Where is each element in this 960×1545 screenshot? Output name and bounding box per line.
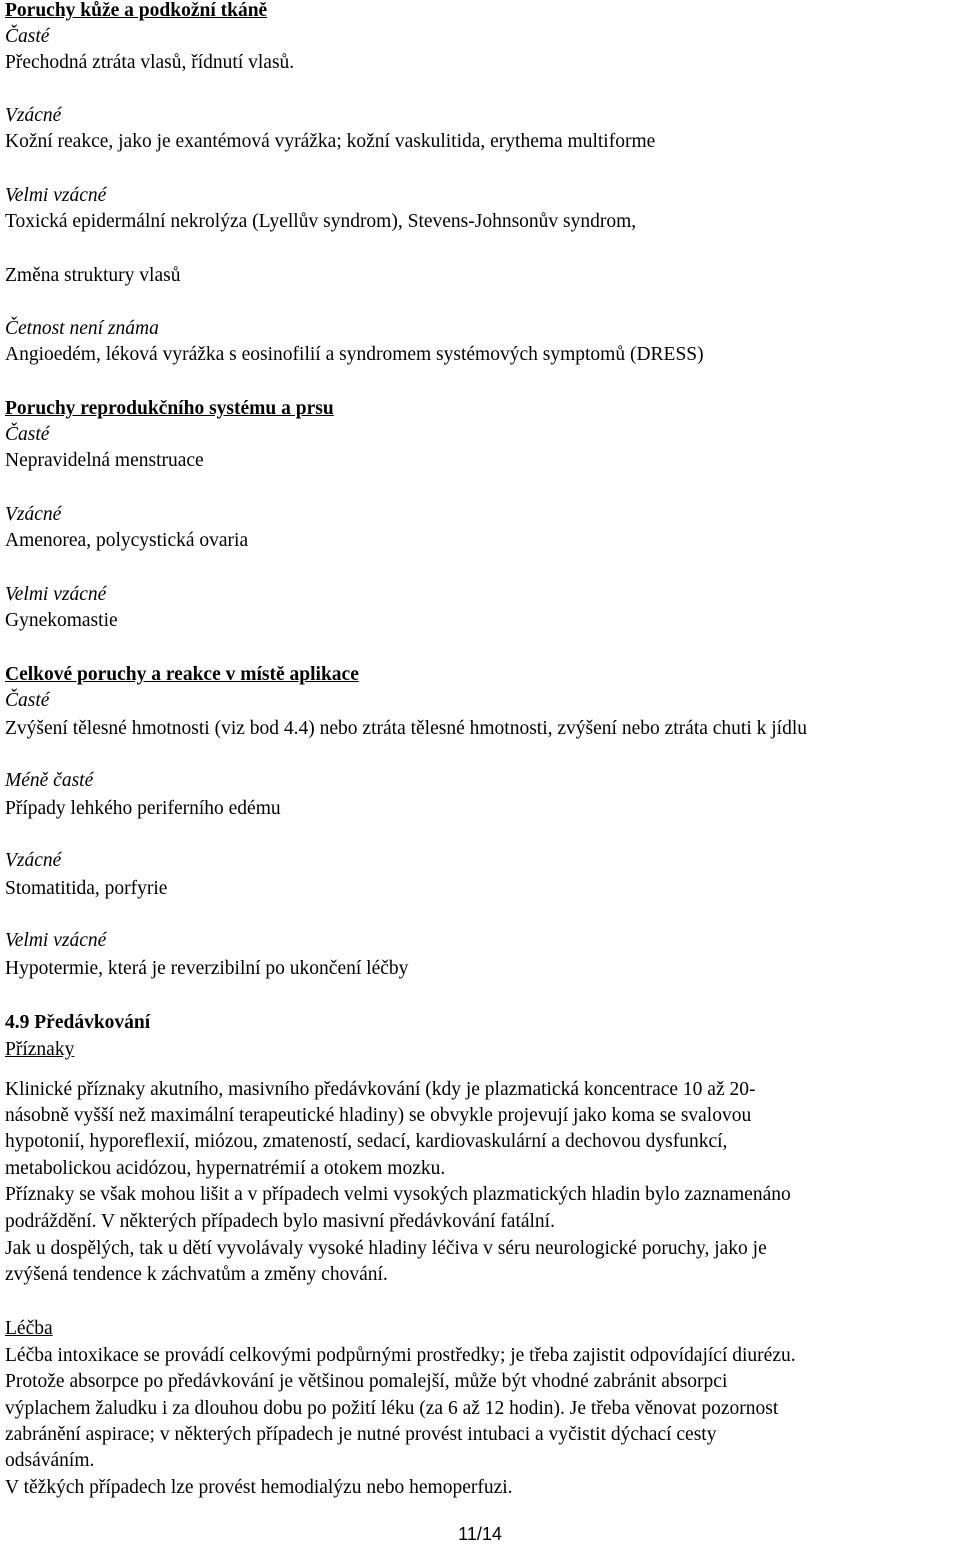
frequency-label-common: Časté xyxy=(5,690,50,711)
frequency-label-common: Časté xyxy=(5,424,50,445)
frequency-label-unknown: Četnost není známa xyxy=(5,318,159,339)
frequency-label-very-rare: Velmi vzácné xyxy=(5,930,107,951)
subheading-treatment: Léčba xyxy=(5,1318,53,1339)
paragraph-line: Příznaky se však mohou lišit a v případech velmi vysokých plazmatických hladin bylo zaznamenáno xyxy=(5,1184,791,1205)
repro-rare-text: Amenorea, polycystická ovaria xyxy=(5,530,249,551)
paragraph-line: Jak u dospělých, tak u dětí vyvolávaly vysoké hladiny léčiva v séru neurologické poruchy, jako je xyxy=(5,1238,767,1259)
paragraph-line: Léčba intoxikace se provádí celkovými podpůrnými prostředky; je třeba zajistit odpovídající diurézu. xyxy=(5,1345,796,1366)
repro-common-text: Nepravidelná menstruace xyxy=(5,450,204,471)
paragraph-line: zabránění aspirace; v některých případech je nutné provést intubaci a vyčistit dýchací cesty xyxy=(5,1424,717,1445)
paragraph-line: Protože absorpce po předávkování je většinou pomalejší, může být vhodné zabránit absorpci xyxy=(5,1371,728,1392)
paragraph-line: metabolickou acidózou, hypernatrémií a otokem mozku. xyxy=(5,1158,446,1179)
skin-unknown-text: Angioedém, léková vyrážka s eosinofilií a syndromem systémových symptomů (DRESS) xyxy=(5,344,704,365)
skin-very-rare-text: Změna struktury vlasů xyxy=(5,265,181,286)
skin-common-text: Přechodná ztráta vlasů, řídnutí vlasů. xyxy=(5,52,295,73)
frequency-label-very-rare: Velmi vzácné xyxy=(5,584,107,605)
skin-very-rare-text: Toxická epidermální nekrolýza (Lyellův syndrom), Stevens-Johnsonův syndrom, xyxy=(5,211,637,232)
skin-rare-text: Kožní reakce, jako je exantémová vyrážka; kožní vaskulitida, erythema multiforme xyxy=(5,131,656,152)
general-very-rare-text: Hypotermie, která je reverzibilní po ukončení léčby xyxy=(5,958,409,979)
general-common-text: Zvýšení tělesné hmotnosti (viz bod 4.4) nebo ztráta tělesné hmotnosti, zvýšení nebo ztráta chuti k jídlu xyxy=(5,718,808,739)
paragraph-line: podráždění. V některých případech bylo masivní předávkování fatální. xyxy=(5,1211,555,1232)
frequency-label-very-rare: Velmi vzácné xyxy=(5,185,107,206)
frequency-label-common: Časté xyxy=(5,26,50,47)
paragraph-line: zvýšená tendence k záchvatům a změny chování. xyxy=(5,1264,388,1285)
section-heading-general: Celkové poruchy a reakce v místě aplikace xyxy=(5,664,359,685)
frequency-label-rare: Vzácné xyxy=(5,504,62,525)
paragraph-line: hypotonií, hyporeflexií, miózou, zmateností, sedací, kardiovaskulární a dechovou dysfunkcí, xyxy=(5,1131,728,1152)
frequency-label-uncommon: Méně časté xyxy=(5,770,94,791)
paragraph-line: výplachem žaludku i za dlouhou dobu po požití léku (za 6 až 12 hodin). Je třeba věnovat pozornost xyxy=(5,1398,779,1419)
paragraph-line: odsáváním. xyxy=(5,1450,95,1471)
paragraph-line: násobně vyšší než maximální terapeutické hladiny) se obvykle projevují jako koma se svalovou xyxy=(5,1105,752,1126)
section-heading-reproductive: Poruchy reprodukčního systému a prsu xyxy=(5,398,334,419)
paragraph-line: V těžkých případech lze provést hemodialýzu nebo hemoperfuzi. xyxy=(5,1477,513,1498)
general-rare-text: Stomatitida, porfyrie xyxy=(5,878,168,899)
repro-very-rare-text: Gynekomastie xyxy=(5,610,118,631)
paragraph-line: Klinické příznaky akutního, masivního předávkování (kdy je plazmatická koncentrace 10 až 20- xyxy=(5,1079,756,1100)
general-uncommon-text: Případy lehkého periferního edému xyxy=(5,798,281,819)
page-number: 11/14 xyxy=(458,1524,502,1544)
frequency-label-rare: Vzácné xyxy=(5,105,62,126)
section-heading-skin: Poruchy kůže a podkožní tkáně xyxy=(5,0,268,21)
subheading-symptoms: Příznaky xyxy=(5,1039,75,1060)
section-heading-overdose: 4.9 Předávkování xyxy=(5,1012,151,1033)
frequency-label-rare: Vzácné xyxy=(5,850,62,871)
